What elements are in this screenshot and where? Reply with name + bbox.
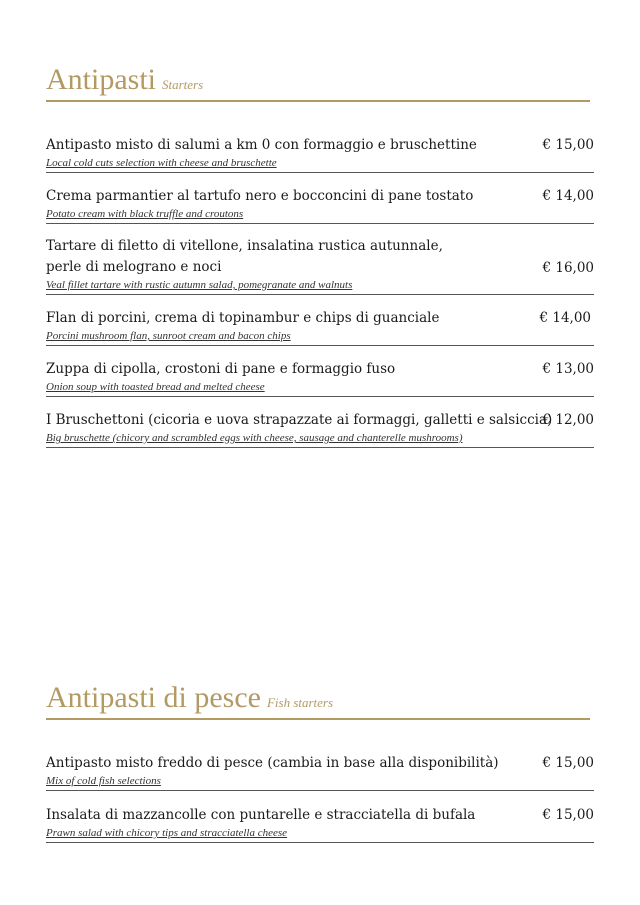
item-price: € 12,00 (542, 412, 594, 428)
item-translation: Mix of cold fish selections (46, 775, 161, 787)
menu-item (46, 753, 594, 791)
section-header (46, 681, 594, 720)
menu-item (46, 308, 594, 346)
item-name: Insalata di mazzancolle con puntarelle e stracciatella di bufala (46, 807, 476, 823)
item-price: € 15,00 (542, 137, 594, 153)
item-name: Zuppa di cipolla, crostoni di pane e formaggio fuso (46, 361, 396, 377)
section-rule (46, 100, 590, 102)
menu-item (46, 805, 594, 843)
menu-item (46, 186, 594, 224)
item-name: Antipasto misto freddo di pesce (cambia in base alla disponibilità) (46, 755, 499, 771)
item-translation: Veal fillet tartare with rustic autumn salad, pomegranate and walnuts (46, 279, 353, 291)
section-rule (46, 718, 590, 720)
item-name: Tartare di filetto di vitellone, insalatina rustica autunnale, (46, 238, 443, 254)
item-name: Crema parmantier al tartufo nero e bocconcini di pane tostato (46, 188, 474, 204)
item-price: € 15,00 (542, 807, 594, 823)
section-header (46, 63, 594, 102)
item-translation: Big bruschette (chicory and scrambled eggs with cheese, sausage and chanterelle mushrooms) (46, 432, 463, 444)
section-subtitle: Starters (162, 77, 204, 92)
item-translation: Potato cream with black truffle and croutons (46, 208, 244, 220)
item-price: € 16,00 (542, 260, 594, 276)
menu-item (46, 236, 594, 295)
item-name-line2: perle di melograno e noci (46, 259, 222, 275)
menu-item (46, 135, 594, 173)
section-subtitle: Fish starters (266, 695, 334, 710)
item-price: € 15,00 (542, 755, 594, 771)
item-name: I Bruschettoni (cicoria e uova strapazzate ai formaggi, galletti e salsiccia) (46, 412, 553, 428)
section-title: Antipasti di pesce Fish starters (46, 681, 334, 714)
item-price: € 14,00 (542, 188, 594, 204)
item-translation: Prawn salad with chicory tips and stracciatella cheese (46, 827, 288, 839)
item-translation: Onion soup with toasted bread and melted cheese (46, 381, 265, 393)
item-name: Flan di porcini, crema di topinambur e chips di guanciale (46, 310, 440, 326)
menu-item (46, 410, 594, 448)
section-antipasti (46, 63, 594, 102)
item-name: Antipasto misto di salumi a km 0 con formaggio e bruschettine (46, 137, 477, 153)
item-price: € 14,00 (539, 310, 591, 326)
menu-item (46, 359, 594, 397)
item-translation: Porcini mushroom flan, sunroot cream and bacon chips (46, 330, 291, 342)
section-title: Antipasti Starters (46, 63, 204, 96)
section-antipasti-di-pesce (46, 681, 594, 720)
item-price: € 13,00 (542, 361, 594, 377)
item-translation: Local cold cuts selection with cheese and bruschette (46, 157, 277, 169)
